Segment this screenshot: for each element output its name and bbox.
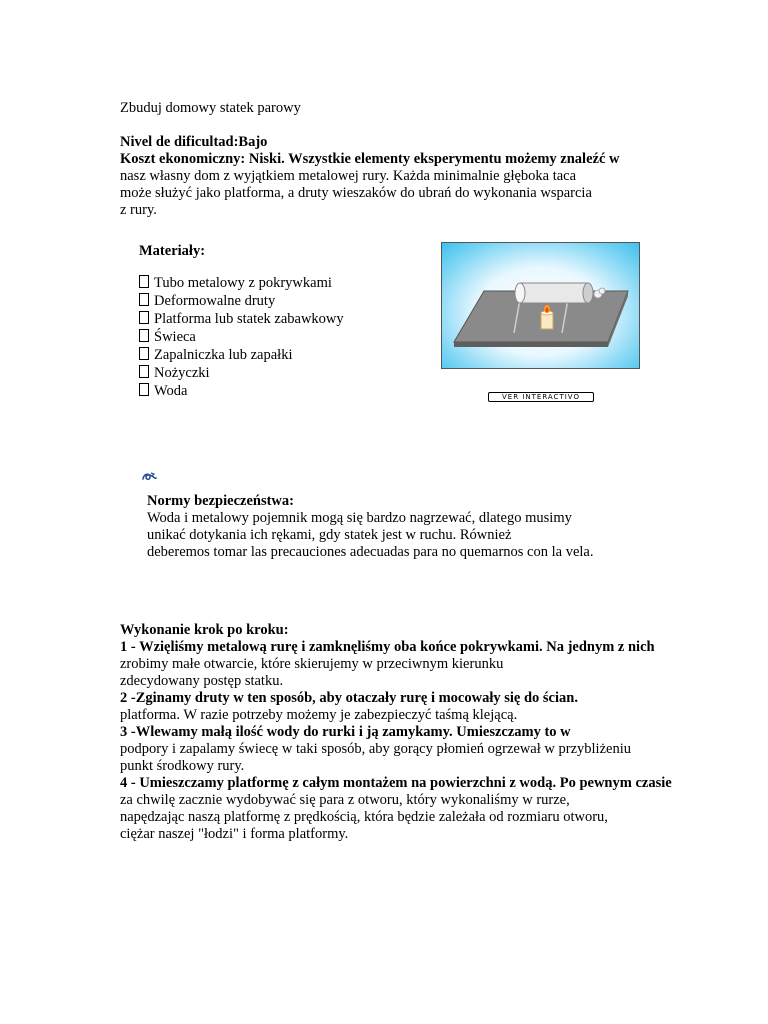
step-1-title: 1 - Wzięliśmy metalową rurę i zamknęliśmy oba końce pokrywkami. Na jednym z nich [120, 639, 655, 655]
material-item: Woda [139, 383, 187, 400]
step-1-text: zrobimy małe otwarcie, które skierujemy w przeciwnym kierunku [120, 656, 504, 672]
step-4-title: 4 - Umieszczamy platformę z całym montażem na powierzchni z wodą. Po pewnym czasie [120, 775, 672, 791]
checkbox-bullet-icon [139, 329, 149, 342]
material-item: Platforma lub statek zabawkowy [139, 311, 344, 328]
page-title: Zbuduj domowy statek parowy [120, 100, 301, 116]
checkbox-bullet-icon [139, 383, 149, 396]
material-item: Zapalniczka lub zapałki [139, 347, 293, 364]
difficulty-level: Nivel de dificultad:Bajo [120, 134, 268, 150]
safety-text-line: unikać dotykania ich rękami, gdy statek jest w ruchu. Również [147, 527, 512, 543]
checkbox-bullet-icon [139, 275, 149, 288]
step-2-text: platforma. W razie potrzeby możemy je zabezpieczyć taśmą klejącą. [120, 707, 518, 723]
checkbox-bullet-icon [139, 365, 149, 378]
material-item: Tubo metalowy z pokrywkami [139, 275, 332, 292]
checkbox-bullet-icon [139, 311, 149, 324]
safety-text-line: deberemos tomar las precauciones adecuadas para no quemarnos con la vela. [147, 544, 594, 560]
materials-heading: Materiały: [139, 243, 206, 259]
material-item: Deformowalne druty [139, 293, 275, 310]
step-3-title: 3 -Wlewamy małą ilość wody do rurki i ją zamykamy. Umieszczamy to w [120, 724, 571, 740]
step-3-text: podpory i zapalamy świecę w taki sposób, aby gorący płomień ogrzewał w przybliżeniu [120, 741, 631, 757]
safety-heading: Normy bezpieczeństwa: [147, 493, 294, 509]
cost-text-line: z rury. [120, 202, 157, 218]
cost-text-line: może służyć jako platforma, a druty wieszaków do ubrań do wykonania wsparcia [120, 185, 592, 201]
material-item: Świeca [139, 329, 196, 346]
checkbox-bullet-icon [139, 347, 149, 360]
cost-text-line: nasz własny dom z wyjątkiem metalowej rury. Każda minimalnie głęboka taca [120, 168, 577, 184]
step-4-text: napędzając naszą platformę z prędkością, która będzie zależała od rozmiaru otworu, [120, 809, 608, 825]
safety-text-line: Woda i metalowy pojemnik mogą się bardzo nagrzewać, dlatego musimy [147, 510, 572, 526]
steps-heading: Wykonanie krok po kroku: [120, 622, 289, 638]
step-2-title: 2 -Zginamy druty w ten sposób, aby otaczały rurę i mocowały się do ścian. [120, 690, 578, 706]
cost-summary: Koszt ekonomiczny: Niski. Wszystkie elementy eksperymentu możemy znaleźć w [120, 151, 620, 167]
step-3-text: punkt środkowy rury. [120, 758, 245, 774]
step-1-text: zdecydowany postęp statku. [120, 673, 284, 689]
ver-interactivo-button[interactable]: VER INTERACTIVO [488, 392, 594, 402]
decorative-swirl-icon [141, 470, 157, 484]
steamboat-illustration [441, 242, 640, 369]
step-4-text: ciężar naszej "łodzi" i forma platformy. [120, 826, 349, 842]
checkbox-bullet-icon [139, 293, 149, 306]
step-4-text: za chwilę zacznie wydobywać się para z otworu, który wykonaliśmy w rurze, [120, 792, 570, 808]
material-item: Nożyczki [139, 365, 210, 382]
